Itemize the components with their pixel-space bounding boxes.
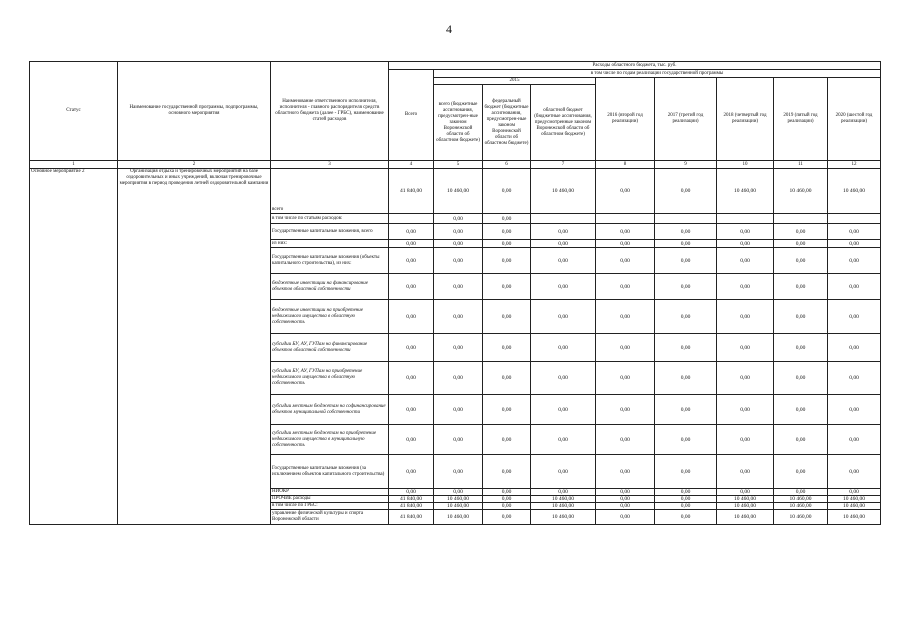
amount-cell: 0,00: [531, 300, 596, 334]
amount-cell: 0,00: [774, 224, 828, 240]
amount-cell: 0,00: [531, 455, 596, 489]
amount-cell: 0,00: [655, 510, 717, 525]
amount-cell: 0,00: [828, 300, 881, 334]
amount-cell: 0,00: [434, 362, 483, 395]
amount-cell: 0,00: [483, 362, 531, 395]
amount-cell: 0,00: [828, 248, 881, 274]
header-expenses: Расходы областного бюджета, тыс. руб.: [389, 62, 881, 70]
expense-item-label: Государственные капитальные вложения, всего: [271, 224, 389, 240]
expense-item-label: ПРОЧИЕ расходы: [271, 496, 389, 503]
amount-cell: 0,00: [596, 489, 655, 496]
amount-cell: 0,00: [596, 274, 655, 300]
amount-cell: 0,00: [774, 395, 828, 425]
amount-cell: 0,00: [596, 395, 655, 425]
amount-cell: 0,00: [717, 362, 774, 395]
amount-cell: 0,00: [774, 362, 828, 395]
amount-cell: 0,00: [774, 248, 828, 274]
amount-cell: [655, 214, 717, 224]
amount-cell: 0,00: [483, 425, 531, 455]
amount-cell: 0,00: [483, 496, 531, 503]
amount-cell: 0,00: [828, 274, 881, 300]
amount-cell: 0,00: [531, 362, 596, 395]
amount-cell: 0,00: [655, 362, 717, 395]
amount-cell: 0,00: [531, 224, 596, 240]
expense-item-label: НИОКР: [271, 489, 389, 496]
amount-cell: 0,00: [655, 248, 717, 274]
amount-cell: 0,00: [483, 334, 531, 362]
amount-cell: 0,00: [531, 334, 596, 362]
amount-cell: 0,00: [774, 489, 828, 496]
amount-cell: 0,00: [655, 503, 717, 510]
amount-cell: 0,00: [596, 240, 655, 248]
amount-cell: 0,00: [389, 240, 434, 248]
amount-cell: 10 460,00: [434, 503, 483, 510]
amount-cell: 0,00: [655, 395, 717, 425]
amount-cell: 10 460,00: [434, 510, 483, 525]
expense-item-label: субсидии местным бюджетам на софинансирование объектов муниципальной собственности: [271, 395, 389, 425]
amount-cell: 0,00: [828, 224, 881, 240]
amount-cell: 0,00: [434, 334, 483, 362]
column-number: 8: [596, 161, 655, 169]
amount-cell: 10 460,00: [717, 496, 774, 503]
amount-cell: 0,00: [828, 455, 881, 489]
amount-cell: 10 460,00: [828, 503, 881, 510]
amount-cell: 0,00: [717, 334, 774, 362]
amount-cell: 41 840,00: [389, 510, 434, 525]
amount-cell: 0,00: [596, 334, 655, 362]
header-by-years: в том числе по годам реализации государственной программы: [434, 70, 881, 78]
amount-cell: 0,00: [434, 489, 483, 496]
amount-cell: 0,00: [434, 214, 483, 224]
header-2020: 2020 (шестой год реализации): [828, 78, 881, 161]
expense-item-label: всего: [271, 169, 389, 214]
column-number: 1: [30, 161, 118, 169]
amount-cell: 0,00: [655, 169, 717, 214]
amount-cell: 0,00: [483, 300, 531, 334]
amount-cell: 0,00: [483, 503, 531, 510]
header-status: Статус: [30, 62, 118, 161]
amount-cell: 10 460,00: [531, 510, 596, 525]
expense-item-label: Государственные капитальные вложения (объекты капитального строительства), из них:: [271, 248, 389, 274]
amount-cell: 0,00: [828, 334, 881, 362]
amount-cell: 0,00: [389, 334, 434, 362]
amount-cell: 0,00: [434, 224, 483, 240]
expense-item-label: Государственные капитальные вложения (за исключением объектов капитального строительства): [271, 455, 389, 489]
amount-cell: 0,00: [483, 224, 531, 240]
column-number: 2: [118, 161, 271, 169]
amount-cell: 0,00: [774, 455, 828, 489]
amount-cell: 0,00: [655, 224, 717, 240]
header-2019: 2019 (пятый год реализации): [774, 78, 828, 161]
header-2016: 2016 (второй год реализации): [596, 78, 655, 161]
amount-cell: [828, 214, 881, 224]
amount-cell: 0,00: [434, 425, 483, 455]
status-cell: Основное мероприятие 2: [30, 169, 118, 525]
amount-cell: 0,00: [483, 455, 531, 489]
amount-cell: 0,00: [717, 455, 774, 489]
amount-cell: 0,00: [717, 240, 774, 248]
amount-cell: [389, 214, 434, 224]
amount-cell: 0,00: [655, 334, 717, 362]
amount-cell: 0,00: [531, 248, 596, 274]
amount-cell: 0,00: [774, 274, 828, 300]
header-total: Всего: [389, 70, 434, 161]
amount-cell: 0,00: [717, 425, 774, 455]
amount-cell: 10 460,00: [774, 496, 828, 503]
amount-cell: 0,00: [828, 362, 881, 395]
amount-cell: 0,00: [655, 240, 717, 248]
amount-cell: 0,00: [483, 489, 531, 496]
expense-item-label: в том числе по ГРБС:: [271, 503, 389, 510]
amount-cell: 0,00: [596, 510, 655, 525]
amount-cell: 0,00: [389, 362, 434, 395]
amount-cell: 10 460,00: [434, 496, 483, 503]
amount-cell: 0,00: [774, 300, 828, 334]
amount-cell: 0,00: [655, 300, 717, 334]
expense-item-label: бюджетные инвестиции на финансирование объектов областной собственности: [271, 274, 389, 300]
amount-cell: 0,00: [596, 300, 655, 334]
amount-cell: 0,00: [596, 496, 655, 503]
amount-cell: 0,00: [389, 300, 434, 334]
amount-cell: 0,00: [655, 425, 717, 455]
column-number: 7: [531, 161, 596, 169]
header-2017: 2017 (третий год реализации): [655, 78, 717, 161]
amount-cell: 0,00: [655, 274, 717, 300]
amount-cell: 10 460,00: [717, 503, 774, 510]
header-2015-regional: областной бюджет (бюджетные ассигнования, предусмотренные законом Воронежской области об областном бюджете): [531, 85, 596, 161]
amount-cell: 0,00: [596, 224, 655, 240]
amount-cell: 0,00: [596, 248, 655, 274]
amount-cell: 0,00: [717, 224, 774, 240]
column-number: 3: [271, 161, 389, 169]
amount-cell: 0,00: [389, 395, 434, 425]
amount-cell: 10 460,00: [774, 503, 828, 510]
column-number: 10: [717, 161, 774, 169]
amount-cell: 0,00: [531, 425, 596, 455]
expense-item-label: субсидии БУ, АУ, ГУПам на финансирование объектов областной собственности: [271, 334, 389, 362]
measure-name-cell: Организация отдыха и тренировочных мероприятий на базе оздоровительных и иных учреждений, включая тренировочные мероприятия в период проведения летней оздоровительной кампании: [118, 169, 271, 525]
amount-cell: 0,00: [434, 300, 483, 334]
amount-cell: 0,00: [655, 496, 717, 503]
amount-cell: 10 460,00: [531, 496, 596, 503]
header-name: Наименование государственной программы, подпрограммы, основного мероприятия: [118, 62, 271, 161]
amount-cell: 0,00: [389, 224, 434, 240]
amount-cell: 41 840,00: [389, 169, 434, 214]
amount-cell: 0,00: [483, 169, 531, 214]
header-executor: Наименование ответственного исполнителя, исполнителя - главного распорядителя средств областного бюджета (далее - ГРБС), наименование статей расходов: [271, 62, 389, 161]
amount-cell: 0,00: [828, 425, 881, 455]
amount-cell: 0,00: [483, 214, 531, 224]
amount-cell: 0,00: [531, 274, 596, 300]
amount-cell: [774, 214, 828, 224]
column-number: 4: [389, 161, 434, 169]
amount-cell: 10 460,00: [828, 169, 881, 214]
expense-item-label: бюджетные инвестиции на приобретение недвижимого имущества в областную собственность: [271, 300, 389, 334]
expense-item-label: управление физической культуры и спорта Воронежской области: [271, 510, 389, 525]
expense-item-label: субсидии местным бюджетам на приобретение недвижимого имущества в муниципальную собственность: [271, 425, 389, 455]
amount-cell: 0,00: [655, 455, 717, 489]
amount-cell: 0,00: [828, 489, 881, 496]
page-number: 4: [446, 22, 452, 36]
amount-cell: 0,00: [717, 248, 774, 274]
amount-cell: 0,00: [596, 425, 655, 455]
column-number: 5: [434, 161, 483, 169]
amount-cell: 0,00: [434, 395, 483, 425]
amount-cell: [596, 214, 655, 224]
amount-cell: 0,00: [717, 300, 774, 334]
amount-cell: 10 460,00: [717, 510, 774, 525]
amount-cell: 0,00: [531, 395, 596, 425]
amount-cell: 0,00: [596, 362, 655, 395]
amount-cell: 10 460,00: [828, 496, 881, 503]
amount-cell: 0,00: [596, 503, 655, 510]
amount-cell: 10 460,00: [828, 510, 881, 525]
amount-cell: 0,00: [389, 425, 434, 455]
amount-cell: 0,00: [531, 489, 596, 496]
amount-cell: 0,00: [596, 455, 655, 489]
amount-cell: 0,00: [531, 240, 596, 248]
amount-cell: 10 460,00: [531, 169, 596, 214]
amount-cell: 0,00: [434, 248, 483, 274]
amount-cell: 41 840,00: [389, 503, 434, 510]
amount-cell: 0,00: [717, 489, 774, 496]
amount-cell: 0,00: [774, 334, 828, 362]
amount-cell: 0,00: [483, 240, 531, 248]
amount-cell: 0,00: [434, 274, 483, 300]
column-number: 11: [774, 161, 828, 169]
amount-cell: 0,00: [828, 395, 881, 425]
amount-cell: [531, 214, 596, 224]
header-2015-total: всего (бюджетные ассигнования, предусмотрен-ные законом Воронежской области об областном бюджете): [434, 85, 483, 161]
budget-table: [29, 61, 881, 525]
table-row: [30, 169, 881, 214]
column-number: 6: [483, 161, 531, 169]
amount-cell: 0,00: [483, 274, 531, 300]
amount-cell: 0,00: [596, 169, 655, 214]
amount-cell: 0,00: [389, 455, 434, 489]
expense-item-label: из них:: [271, 240, 389, 248]
amount-cell: 10 460,00: [774, 510, 828, 525]
amount-cell: 0,00: [389, 489, 434, 496]
header-2018: 2018 (четвертый год реализации): [717, 78, 774, 161]
expense-item-label: в том числе по статьям расходов:: [271, 214, 389, 224]
header-2015: 2015: [434, 78, 596, 85]
column-number: 9: [655, 161, 717, 169]
amount-cell: 10 460,00: [717, 169, 774, 214]
amount-cell: 0,00: [828, 240, 881, 248]
amount-cell: 0,00: [483, 395, 531, 425]
amount-cell: 0,00: [483, 510, 531, 525]
amount-cell: 10 460,00: [434, 169, 483, 214]
column-number: 12: [828, 161, 881, 169]
amount-cell: 0,00: [389, 248, 434, 274]
amount-cell: 10 460,00: [531, 503, 596, 510]
amount-cell: 0,00: [389, 274, 434, 300]
amount-cell: 0,00: [434, 455, 483, 489]
header-2015-federal: федеральный бюджет (бюджетные ассигнования, предусмотрен-ные законом Воронежской области об областном бюджете): [483, 85, 531, 161]
amount-cell: 0,00: [434, 240, 483, 248]
expense-item-label: субсидии БУ, АУ, ГУПам на приобретение недвижимого имущества в областную собственность: [271, 362, 389, 395]
amount-cell: [717, 214, 774, 224]
amount-cell: 10 460,00: [774, 169, 828, 214]
amount-cell: 41 840,00: [389, 496, 434, 503]
amount-cell: 0,00: [717, 274, 774, 300]
amount-cell: 0,00: [774, 425, 828, 455]
amount-cell: 0,00: [483, 248, 531, 274]
amount-cell: 0,00: [655, 489, 717, 496]
amount-cell: 0,00: [717, 395, 774, 425]
amount-cell: 0,00: [774, 240, 828, 248]
